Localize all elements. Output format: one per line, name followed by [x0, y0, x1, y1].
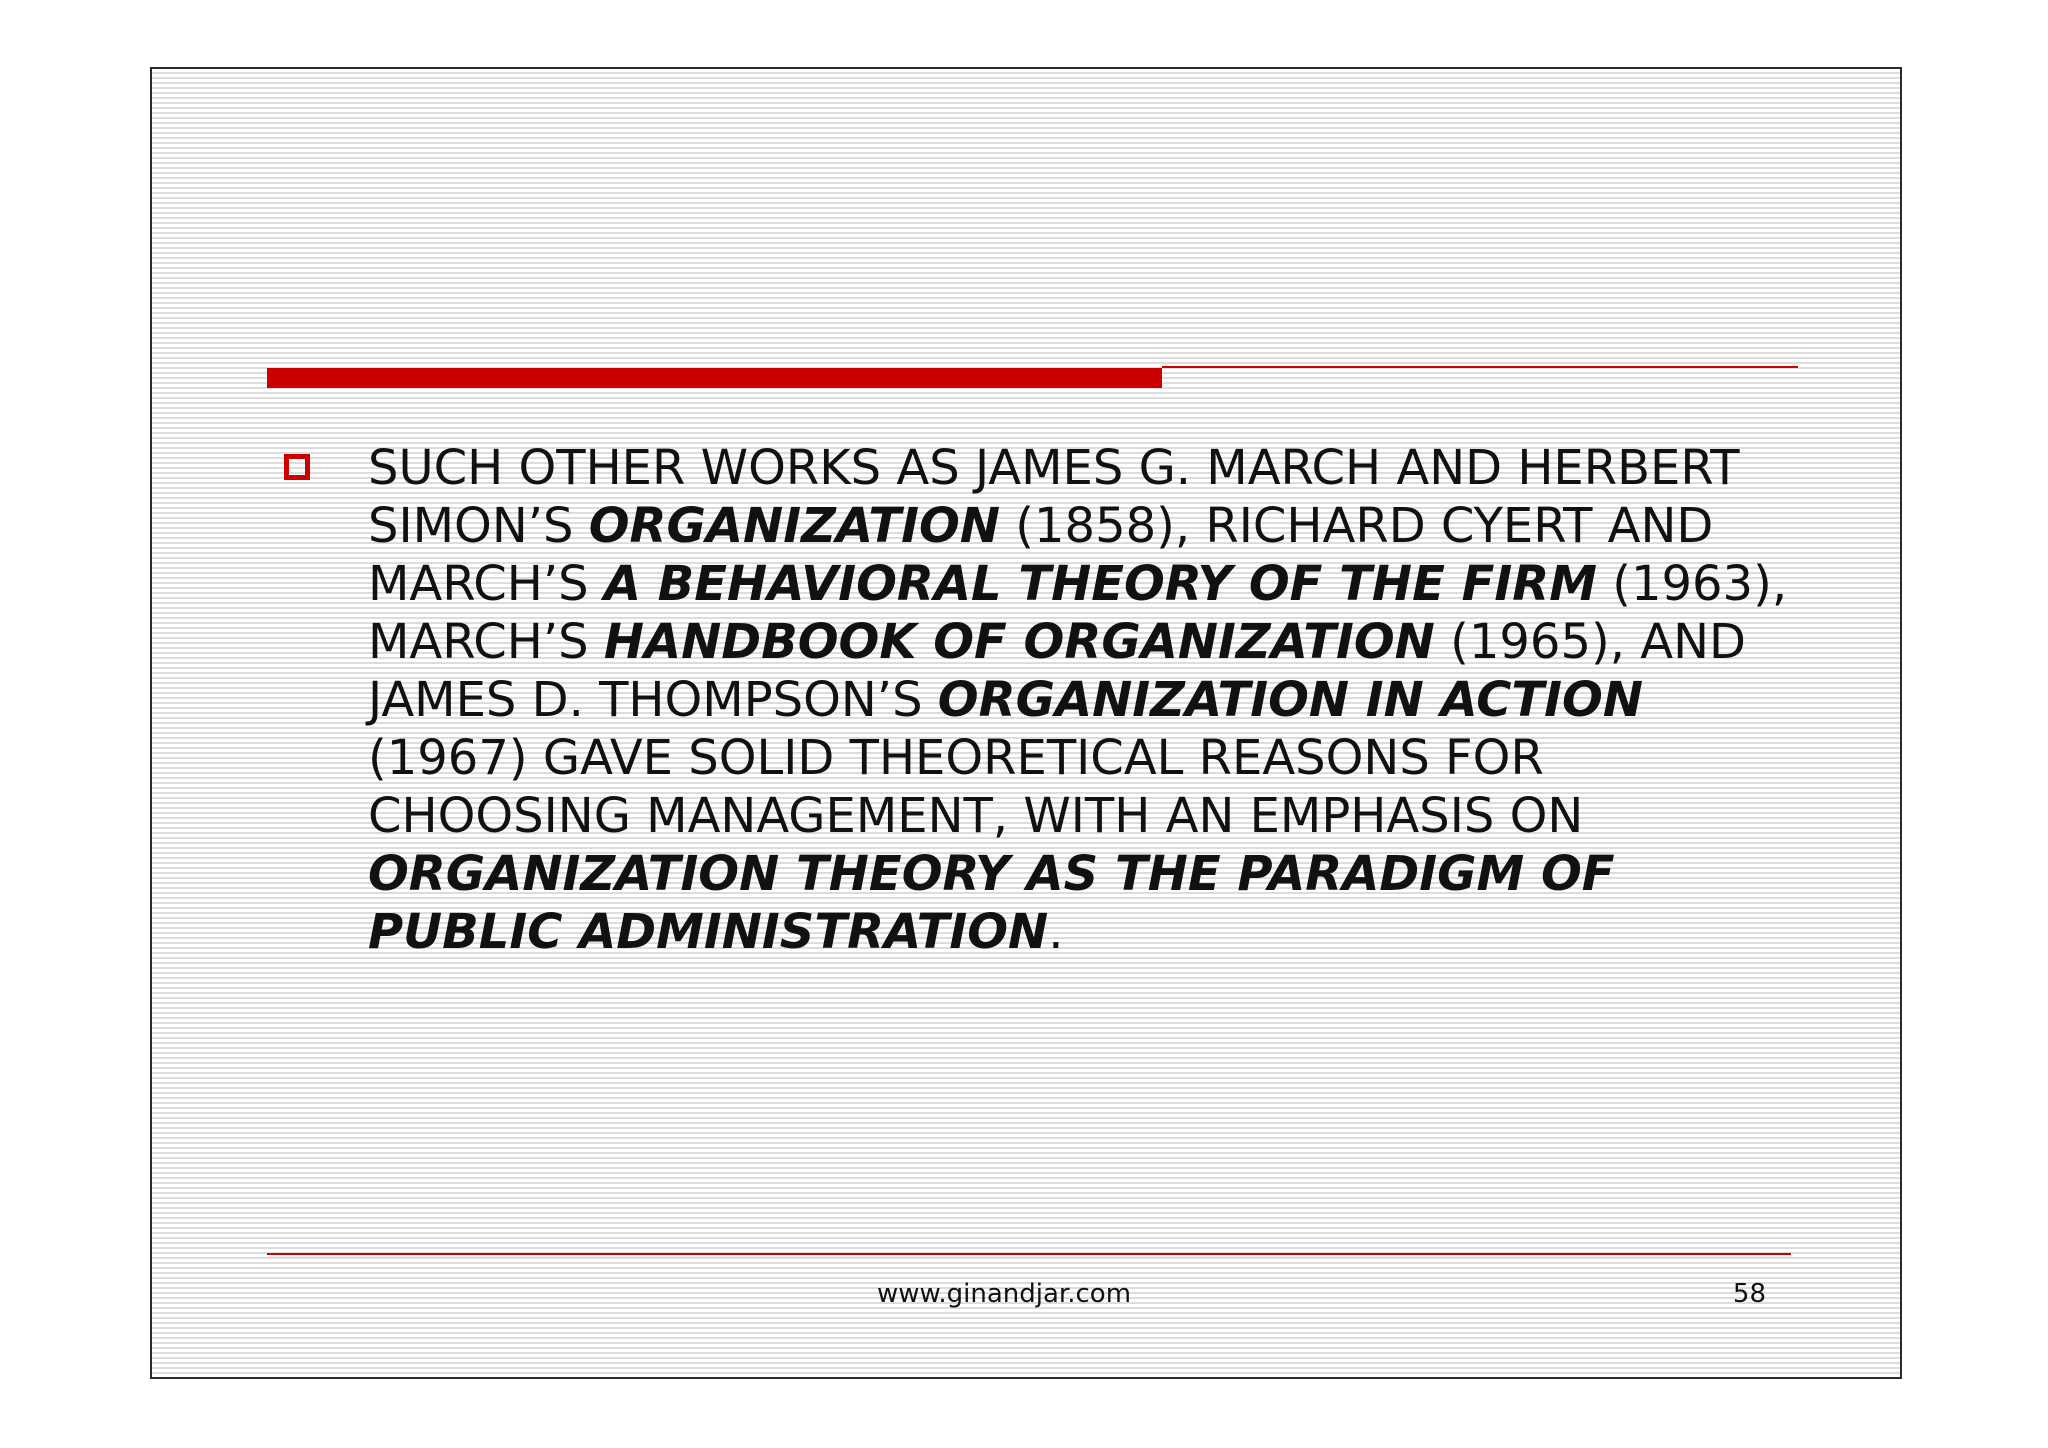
slide	[150, 67, 1902, 1379]
hollow-square-bullet-icon	[284, 454, 310, 480]
footer-rule	[267, 1253, 1791, 1255]
text-segment: (1963), MARCH’S	[368, 556, 1788, 670]
text-segment: .	[1048, 904, 1064, 960]
text-segment: SUCH OTHER WORKS AS JAMES G. MARCH AND HERBERT SIMON’S	[368, 440, 1740, 554]
text-segment: (1965), AND JAMES D. THOMPSON’S	[368, 614, 1746, 728]
bullet-text	[368, 439, 1808, 961]
emphasis-paradigm: ORGANIZATION THEORY AS THE PARADIGM OF PUBLIC ADMINISTRATION	[368, 846, 1615, 960]
book-title-organization: ORGANIZATION	[588, 498, 1000, 554]
footer-url: www.ginandjar.com	[876, 1279, 1132, 1309]
book-title-handbook: HANDBOOK OF ORGANIZATION	[603, 614, 1435, 670]
title-thin-rule	[1162, 366, 1798, 368]
text-segment: (1967) GAVE SOLID THEORETICAL REASONS FOR CHOOSING MANAGEMENT, WITH AN EMPHASIS ON	[368, 730, 1584, 844]
book-title-behavioral-theory: A BEHAVIORAL THEORY OF THE FIRM	[603, 556, 1597, 612]
book-title-organization-in-action: ORGANIZATION IN ACTION	[937, 672, 1644, 728]
page-number: 58	[1732, 1279, 1766, 1309]
text-segment: (1858), RICHARD CYERT AND MARCH’S	[368, 498, 1714, 612]
title-accent-rule	[267, 368, 1162, 388]
